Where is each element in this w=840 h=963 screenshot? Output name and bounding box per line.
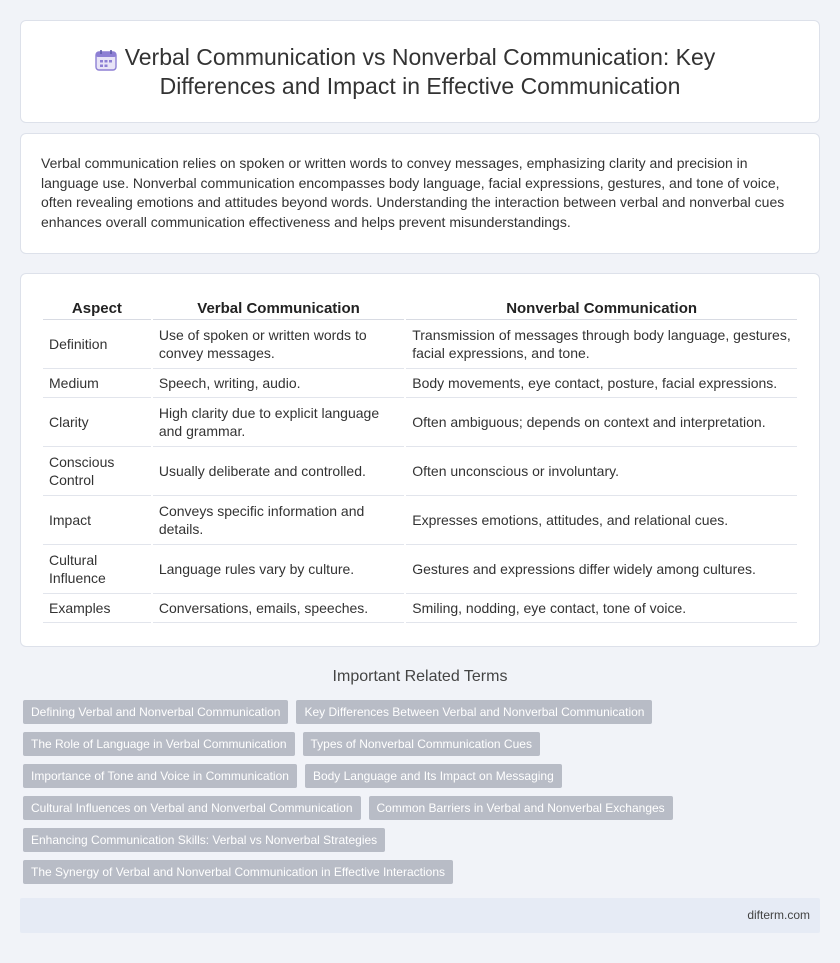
related-terms-list (23, 700, 813, 884)
cell-verbal: High clarity due to explicit language and grammar. (153, 398, 404, 447)
table-card (20, 273, 820, 647)
comparison-table (41, 296, 799, 623)
related-term-tag[interactable]: Cultural Influences on Verbal and Nonverbal Communication (23, 796, 361, 820)
cell-nonverbal: Smiling, nodding, eye contact, tone of voice. (406, 594, 797, 623)
related-term-tag[interactable]: The Role of Language in Verbal Communication (23, 732, 295, 756)
cell-aspect: Cultural Influence (43, 545, 151, 594)
related-term-tag[interactable]: Body Language and Its Impact on Messaging (305, 764, 562, 788)
cell-verbal: Conversations, emails, speeches. (153, 594, 404, 623)
footer (20, 898, 820, 933)
table-row (43, 398, 797, 447)
cell-verbal: Use of spoken or written words to convey messages. (153, 320, 404, 369)
related-terms-title: Important Related Terms (332, 668, 508, 685)
cell-nonverbal: Often unconscious or involuntary. (406, 447, 797, 496)
table-row (43, 594, 797, 623)
cell-aspect: Impact (43, 496, 151, 545)
related-term-tag[interactable]: Types of Nonverbal Communication Cues (303, 732, 540, 756)
cell-aspect: Definition (43, 320, 151, 369)
footer-site-link[interactable]: difterm.com (747, 908, 810, 922)
header-nonverbal: Nonverbal Communication (406, 296, 797, 320)
cell-aspect: Clarity (43, 398, 151, 447)
cell-aspect: Conscious Control (43, 447, 151, 496)
header-aspect: Aspect (43, 296, 151, 320)
related-term-tag[interactable]: Importance of Tone and Voice in Communication (23, 764, 297, 788)
table-row (43, 447, 797, 496)
cell-verbal: Language rules vary by culture. (153, 545, 404, 594)
table-row (43, 496, 797, 545)
cell-aspect: Medium (43, 369, 151, 398)
cell-nonverbal: Gestures and expressions differ widely among cultures. (406, 545, 797, 594)
related-term-tag[interactable]: The Synergy of Verbal and Nonverbal Communication in Effective Interactions (23, 860, 453, 884)
related-term-tag[interactable]: Enhancing Communication Skills: Verbal vs Nonverbal Strategies (23, 828, 385, 852)
table-row (43, 545, 797, 594)
table-header-row (43, 296, 797, 320)
related-term-tag[interactable]: Defining Verbal and Nonverbal Communication (23, 700, 288, 724)
title-card (20, 20, 820, 123)
cell-aspect: Examples (43, 594, 151, 623)
cell-nonverbal: Transmission of messages through body language, gestures, facial expressions, and tone. (406, 320, 797, 369)
cell-nonverbal: Often ambiguous; depends on context and interpretation. (406, 398, 797, 447)
table-row (43, 320, 797, 369)
cell-verbal: Conveys specific information and details. (153, 496, 404, 545)
cell-verbal: Speech, writing, audio. (153, 369, 404, 398)
cell-nonverbal: Body movements, eye contact, posture, facial expressions. (406, 369, 797, 398)
page-title: Verbal Communication vs Nonverbal Communication: Key Differences and Impact in Effective Communication (124, 43, 716, 99)
related-term-tag[interactable]: Key Differences Between Verbal and Nonverbal Communication (296, 700, 652, 724)
related-term-tag[interactable]: Common Barriers in Verbal and Nonverbal Exchanges (369, 796, 673, 820)
cell-verbal: Usually deliberate and controlled. (153, 447, 404, 496)
intro-card (20, 133, 820, 254)
table-row (43, 369, 797, 398)
header-verbal: Verbal Communication (153, 296, 404, 320)
cell-nonverbal: Expresses emotions, attitudes, and relational cues. (406, 496, 797, 545)
intro-paragraph: Verbal communication relies on spoken or written words to convey messages, emphasizing clarity and precision in language use. Nonverbal communication encompasses body language, facial expressions, gestures, and tone of voice, often revealing emotions and attitudes beyond words. Understanding the interaction between verbal and nonverbal cues enhances overall communication effectiveness and helps prevent misunderstandings. (41, 155, 785, 230)
